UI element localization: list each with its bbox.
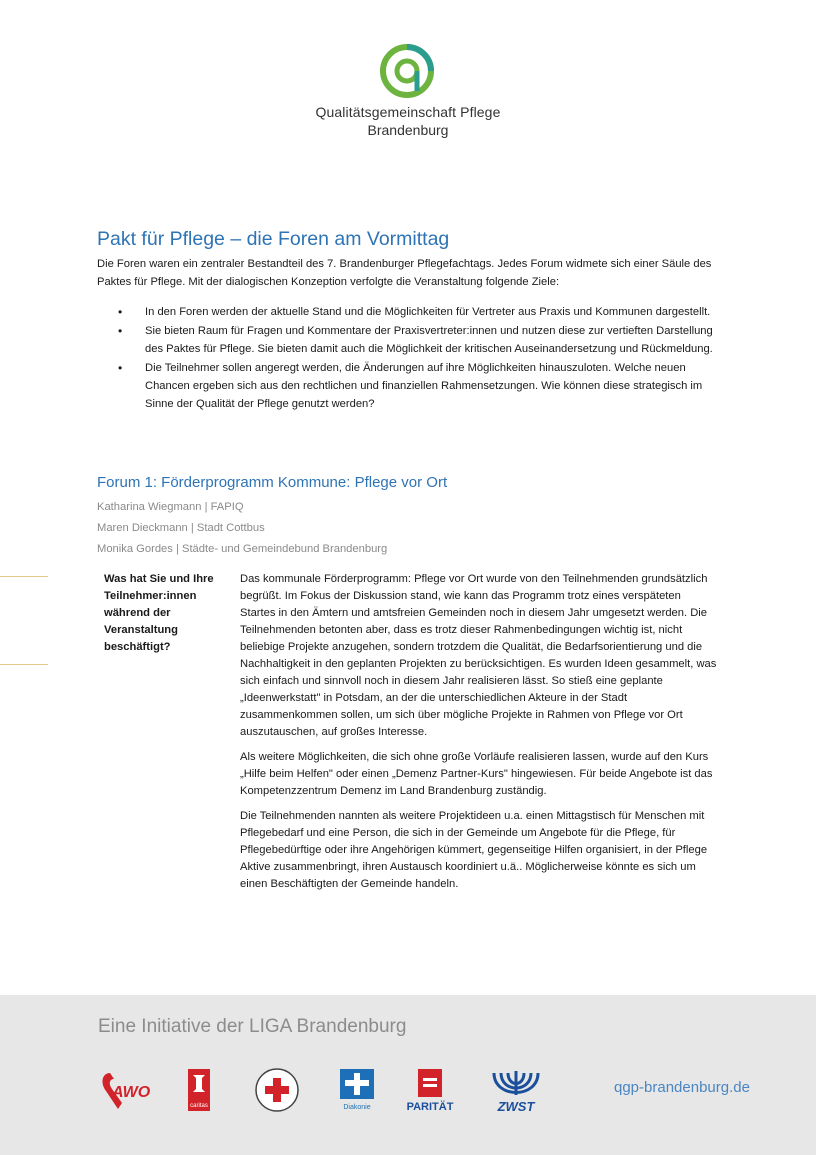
speaker-list [97, 497, 387, 560]
diakonie-logo-icon [338, 1067, 376, 1118]
awo-logo-icon [100, 1065, 158, 1118]
footer [0, 995, 816, 1155]
intro-text: Die Foren waren ein zentraler Bestandteil des 7. Brandenburger Pflegefachtags. Jedes Forum widmete sich einer Säule des Paktes für Pflege. Mit der dialogischen Konzeption verfolgte die Veranstaltung folgende Ziele: [97, 258, 712, 288]
question-label: Was hat Sie und Ihre Teilnehmer:innen während der Veranstaltung beschäftigt? [104, 573, 214, 653]
margin-rule [0, 664, 48, 665]
forum-title: Forum 1: Förderprogramm Kommune: Pflege vor Ort [97, 474, 448, 491]
svg-text:PARITÄT: PARITÄT [406, 1101, 454, 1113]
website-link[interactable]: qgp-brandenburg.de [614, 1079, 750, 1096]
svg-text:AWO: AWO [112, 1084, 151, 1101]
answer-paragraph: Als weitere Möglichkeiten, die sich ohne große Vorläufe realisieren lassen, wurde auf den Kurs „Hilfe beim Helfen" oder einen „Demenz Partner-Kurs" hingewiesen. Für beide Angebote ist das Kompetenzzentrum Demenz im Land Brandenburg zuständig. [240, 751, 713, 797]
speaker: Maren Dieckmann | Stadt Cottbus [97, 522, 265, 534]
zwst-logo-icon [486, 1065, 546, 1118]
drk-logo-icon [254, 1067, 300, 1118]
qgp-logo-icon [378, 42, 436, 100]
speaker: Monika Gordes | Städte- und Gemeindebund Brandenburg [97, 543, 388, 555]
svg-text:ZWST: ZWST [497, 1099, 535, 1113]
list-item: • Sie bieten Raum für Fragen und Kommentare der Praxisvertreter:innen und nutzen diese zur vertieften Darstellung des Paktes für Pflege. Sie bieten damit auch die Möglichkeit der kritischen Auseinandersetzung und Rückmeldung. [118, 322, 726, 358]
org-name: Qualitätsgemeinschaft Pflege [315, 104, 501, 120]
answer-text [240, 571, 718, 901]
page-title: Pakt für Pflege – die Foren am Vormittag [97, 228, 450, 250]
speaker: Katharina Wiegmann | FAPIQ [97, 501, 244, 513]
caritas-logo-icon [188, 1069, 210, 1116]
answer-paragraph: Die Teilnehmenden nannten als weitere Projektideen u.a. einen Mittagstisch für Menschen mit Pflegebedarf und eine Person, die sich in der Gemeinde um Angebote für die Pflege, für Pflegebedürftige oder ihre Angehörigen kümmert, gegenseitige Hilfen organisiert, in der Pflege Aktive zusammenbringt, ihren Austausch koordiniert u.ä.. Möglicherweise könnte es sich um einen Beschäftigten der Gemeinde handeln. [240, 810, 708, 890]
goals-list [118, 303, 726, 414]
answer-paragraph: Das kommunale Förderprogramm: Pflege vor Ort wurde von den Teilnehmenden grundsätzlich begrüßt. Im Fokus der Diskussion stand, wie kann das Programm trotz eines verspäteten Startes in den Ämtern und amtsfreien Gemeinden noch in diesem Jahr umgesetzt werden. Die Teilnehmenden betonten aber, dass es trotz dieser Rahmenbedingungen wichtig ist, nicht beliebige Projekte anzugehen, sondern trotzdem die Qualität, die Bedarfsorientierung und die Nachhaltigkeit in den geplanten Projekten zu berücksichtigen. Es wurden Ideen gesammelt, was sich einfach und sinnvoll noch in diesem Jahr realisieren lässt. So stieß eine geplante „Ideenwerkstatt" in Potsdam, an der die unterschiedlichen Akteure in der Stadt zusammenkommen sollen, um sich über mögliche Projekte in Rahmen von Pflege vor Ort auszutauschen, auf großes Interesse. [240, 573, 717, 738]
margin-rule [0, 576, 48, 577]
paritaet-logo-icon [403, 1067, 457, 1118]
org-region: Brandenburg [367, 122, 449, 138]
list-item: • In den Foren werden der aktuelle Stand und die Möglichkeiten für Vertreter aus Praxis und Kommunen dargestellt. [118, 303, 726, 321]
list-item: • Die Teilnehmer sollen angeregt werden, die Änderungen auf ihre Möglichkeiten hinauszuloten. Welche neuen Chancen ergeben sich aus den rechtlichen und finanziellen Rahmensetzungen. Wie können diese strategisch im Sinne der Qualität der Pflege genutzt werden? [118, 359, 726, 413]
svg-text:caritas: caritas [190, 1103, 208, 1109]
footer-title: Eine Initiative der LIGA Brandenburg [98, 1016, 407, 1037]
svg-text:Diakonie: Diakonie [343, 1104, 371, 1111]
